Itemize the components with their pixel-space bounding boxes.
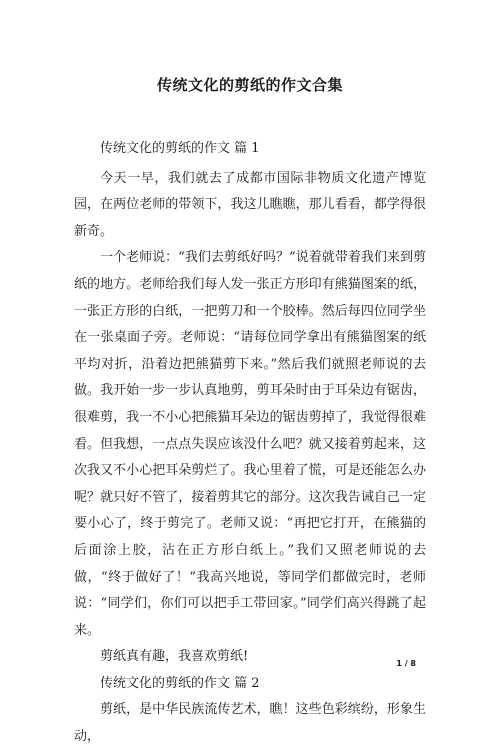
paragraph: 今天一早，我们就去了成都市国际非物质文化遗产博览园，在两位老师的带领下，我这儿瞧瞧，那儿看看，都学得很新奇。 <box>74 170 426 239</box>
paragraph: 一个老师说：“我们去剪纸好吗？”说着就带着我们来到剪纸的地方。老师给我们每人发一张正方形印有熊猫图案的纸，一张正方形的白纸，一把剪刀和一个胶棒。然后每四位同学坐在一张桌面子旁。老师说：“请每位同学拿出有熊猫图案的纸平均对折，沿着边把熊猫剪下来。”然后我们就照老师说的去做。我开始一步一步认真地剪，剪耳朵时由于耳朵边有锯齿，很难剪，我一不小心把熊猫耳朵边的锯齿剪掉了，我觉得很难看。但我想，一点点失误应该没什么吧？就又接着剪起来，这次我又不小心把耳朵剪烂了。我心里着了慌，可是还能怎么办呢？就只好不管了，接着剪其它的部分。这次我告诫自己一定要小心了，终于剪完了。老师又说：“再把它打开，在熊猫的后面涂上胶，沾在正方形白纸上。”我们又照老师说的去做，“终于做好了！”我高兴地说，等同学们都做完时，老师说：“同学们，你们可以把手工带回家。”同学们高兴得跳了起来。 <box>74 250 426 638</box>
paragraph: 剪纸真有趣，我喜欢剪纸! <box>100 649 249 665</box>
page-number: 1 / 8 <box>396 659 416 668</box>
section-heading: 传统文化的剪纸的作文 篇 1 <box>100 141 260 156</box>
paragraph: 剪纸，是中华民族流传艺术，瞧！这些色彩缤纷，形象生动， <box>74 702 426 745</box>
document-title: 传统文化的剪纸的作文合集 <box>156 76 343 94</box>
document-body <box>74 136 426 751</box>
section-heading: 传统文化的剪纸的作文 篇 2 <box>100 675 260 691</box>
